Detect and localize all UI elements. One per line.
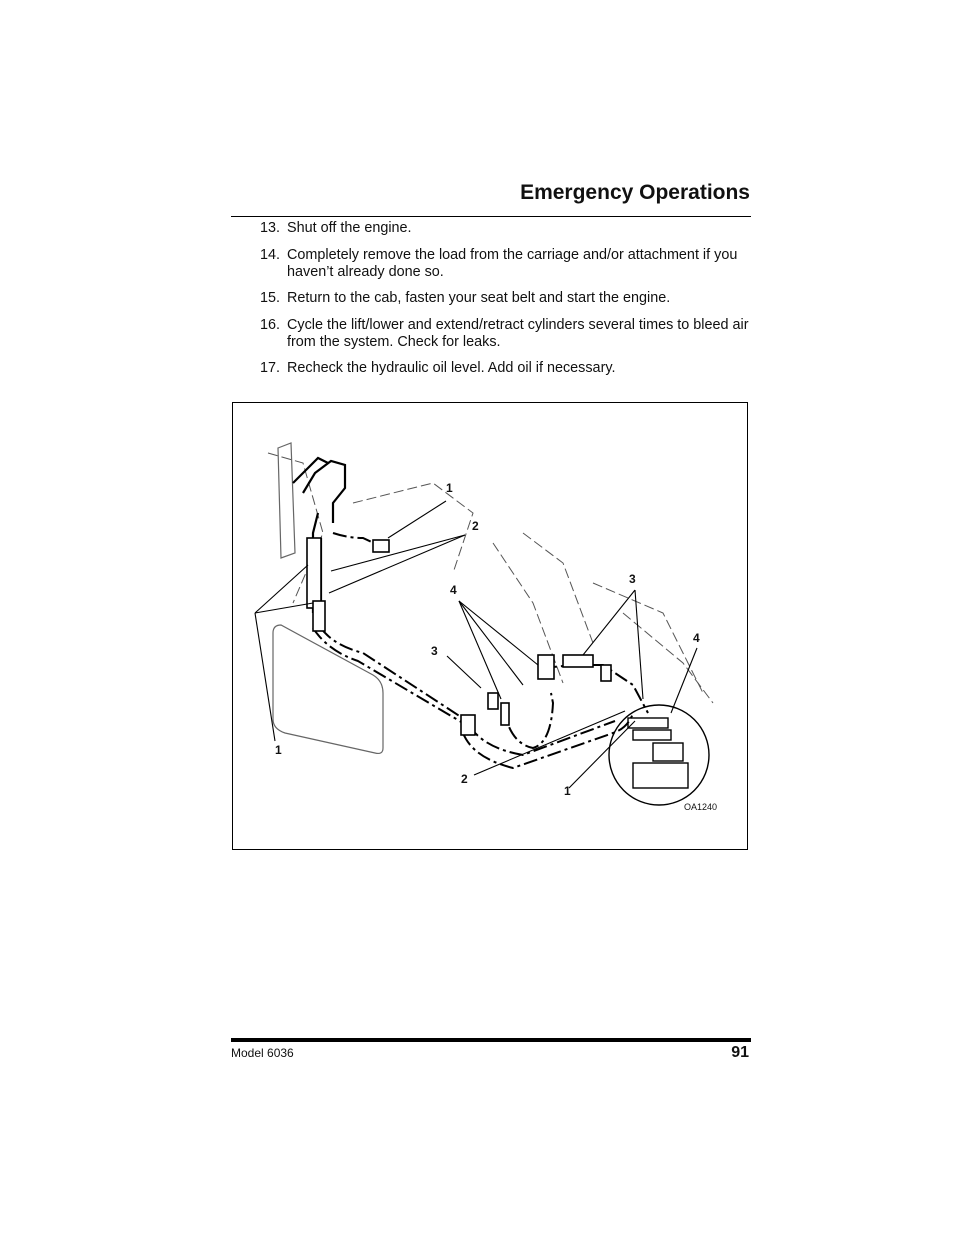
footer-rule bbox=[231, 1038, 751, 1042]
step-number: 13. bbox=[260, 220, 281, 236]
callout-label: 2 bbox=[472, 519, 479, 533]
callout-label: 4 bbox=[693, 631, 700, 645]
step-item bbox=[260, 317, 750, 351]
step-text: Shut off the engine. bbox=[287, 220, 412, 236]
hose-routing-illustration bbox=[233, 403, 749, 851]
step-number: 16. bbox=[260, 316, 281, 333]
callout-label: 3 bbox=[431, 644, 438, 658]
section-title: Emergency Operations bbox=[520, 181, 750, 204]
title-rule bbox=[231, 216, 751, 217]
step-number: 17. bbox=[260, 360, 281, 376]
page-number: 91 bbox=[731, 1044, 749, 1061]
callout-label: 2 bbox=[461, 772, 468, 786]
callout-label: 4 bbox=[450, 583, 457, 597]
step-item bbox=[260, 220, 750, 237]
step-text: Cycle the lift/lower and extend/retract cylinders several times to bleed air from the system. Check for leaks. bbox=[287, 316, 749, 350]
step-number: 14. bbox=[260, 246, 281, 263]
figure-code: OA1240 bbox=[684, 802, 718, 812]
step-item bbox=[260, 247, 750, 281]
callout-label: 1 bbox=[275, 743, 282, 757]
callout-label: 3 bbox=[629, 572, 636, 586]
procedure-steps bbox=[260, 220, 750, 387]
step-text: Recheck the hydraulic oil level. Add oil if necessary. bbox=[287, 360, 616, 376]
step-number: 15. bbox=[260, 290, 281, 306]
footer-model: Model 6036 bbox=[231, 1046, 294, 1060]
step-text: Return to the cab, fasten your seat belt and start the engine. bbox=[287, 290, 671, 306]
callout-label: 1 bbox=[564, 784, 571, 798]
hydraulic-hose-figure bbox=[232, 402, 748, 850]
step-item bbox=[260, 360, 750, 377]
callout-label: 1 bbox=[446, 481, 453, 495]
step-item bbox=[260, 290, 750, 307]
step-text: Completely remove the load from the carriage and/or attachment if you haven’t already done so. bbox=[287, 246, 738, 280]
